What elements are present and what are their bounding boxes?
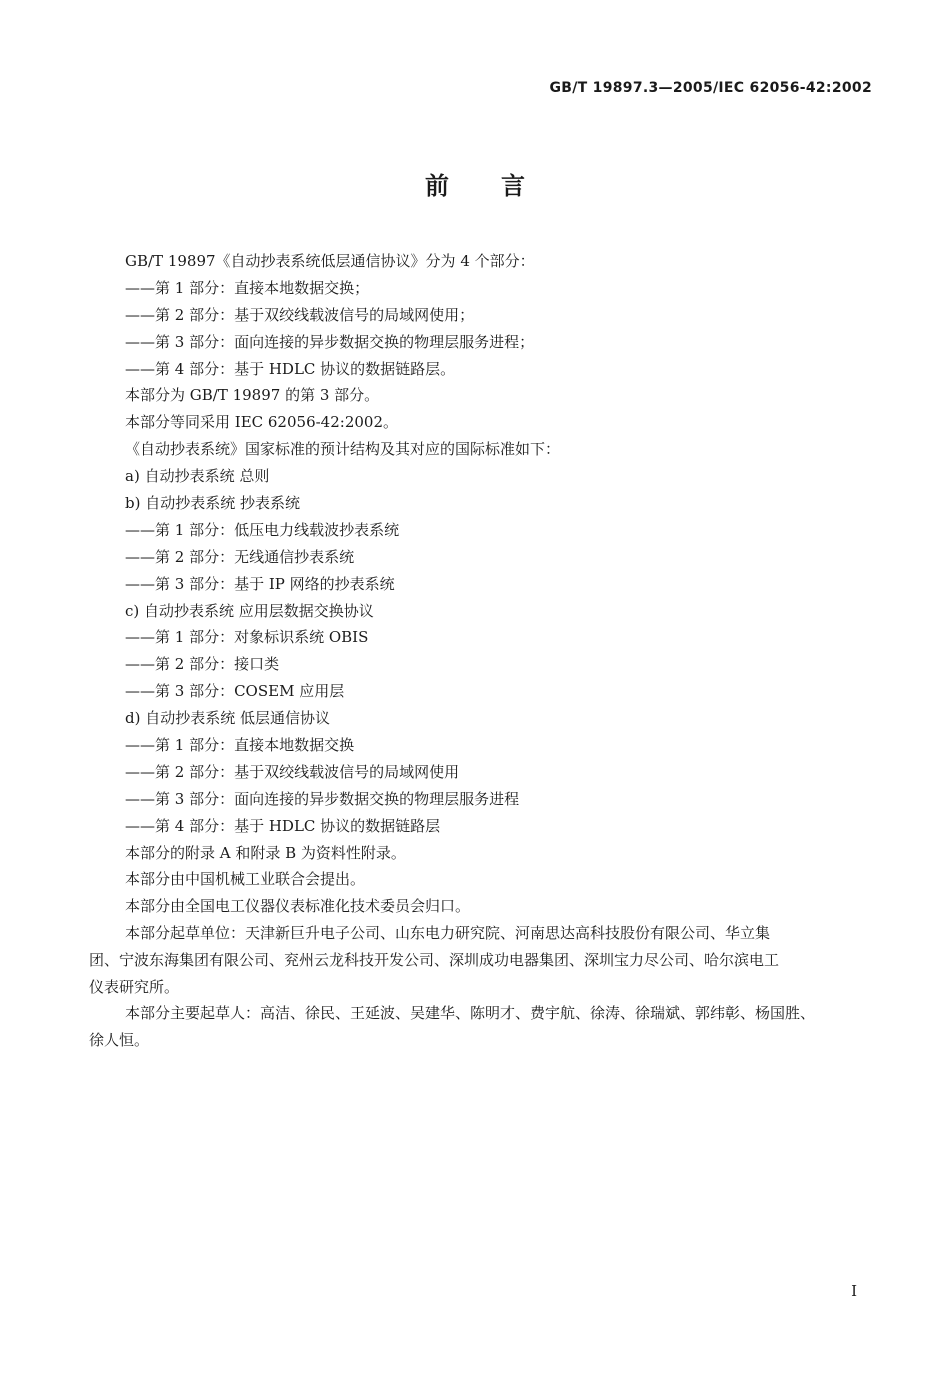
title-char-2: 言 [501,172,525,200]
drafting-units-paragraph [89,920,875,1001]
text-line: 本部分由中国机械工业联合会提出。 [125,870,366,889]
text-line: ——第 3 部分：面向连接的异步数据交换的物理层服务进程； [125,332,535,351]
text-line: ——第 2 部分：基于双绞线载波信号的局域网使用； [125,305,475,324]
text-line: 《自动抄表系统》国家标准的预计结构及其对应的国际标准如下： [125,440,561,459]
text-line: ——第 1 部分：低压电力线载波抄表系统 [125,520,400,539]
text-line: ——第 3 部分：COSEM 应用层 [125,682,345,701]
paragraph-line: 徐人恒。 [89,1031,150,1049]
title-char-1: 前 [425,172,449,200]
paragraph-line: 仪表研究所。 [89,978,180,996]
text-line: 本部分为 GB/T 19897 的第 3 部分。 [125,386,380,405]
text-line: ——第 2 部分：无线通信抄表系统 [125,547,355,566]
text-line: ——第 3 部分：基于 IP 网络的抄表系统 [125,574,395,593]
paragraph-line: 本部分主要起草人：高洁、徐民、王延波、吴建华、陈明才、费宇航、徐涛、徐瑞斌、郭纬彰、杨国胜、 [125,1004,816,1022]
text-line: 本部分等同采用 IEC 62056-42:2002。 [125,413,398,432]
page-number: I [851,1282,857,1300]
text-line: ——第 1 部分：对象标识系统 OBIS [125,628,369,647]
text-line: GB/T 19897《自动抄表系统低层通信协议》分为 4 个部分： [125,252,535,270]
text-line: ——第 1 部分：直接本地数据交换； [125,278,370,297]
text-line: c) 自动抄表系统 应用层数据交换协议 [125,601,374,620]
paragraph-line: 团、宁波东海集团有限公司、兖州云龙科技开发公司、深圳成功电器集团、深圳宝力尽公司、哈尔滨电工 [89,951,780,969]
text-line: a) 自动抄表系统 总则 [125,467,270,486]
section-title [0,166,950,201]
text-line: 本部分的附录 A 和附录 B 为资料性附录。 [125,843,406,862]
text-line: d) 自动抄表系统 低层通信协议 [125,709,330,728]
drafters-paragraph [89,1000,875,1054]
text-line: ——第 3 部分：面向连接的异步数据交换的物理层服务进程 [125,789,520,808]
text-line: b) 自动抄表系统 抄表系统 [125,494,300,513]
foreword-body [125,248,885,920]
text-line: ——第 2 部分：接口类 [125,655,280,674]
text-line: 本部分由全国电工仪器仪表标准化技术委员会归口。 [125,897,471,916]
text-line: ——第 2 部分：基于双绞线载波信号的局域网使用 [125,762,460,781]
text-line: ——第 4 部分：基于 HDLC 协议的数据链路层 [125,816,441,835]
text-line: ——第 1 部分：直接本地数据交换 [125,736,355,755]
text-line: ——第 4 部分：基于 HDLC 协议的数据链路层。 [125,359,456,378]
paragraph-line: 本部分起草单位：天津新巨升电子公司、山东电力研究院、河南思达高科技股份有限公司、华立集 [125,924,771,942]
standard-number: GB/T 19897.3—2005/IEC 62056-42:2002 [549,80,872,96]
